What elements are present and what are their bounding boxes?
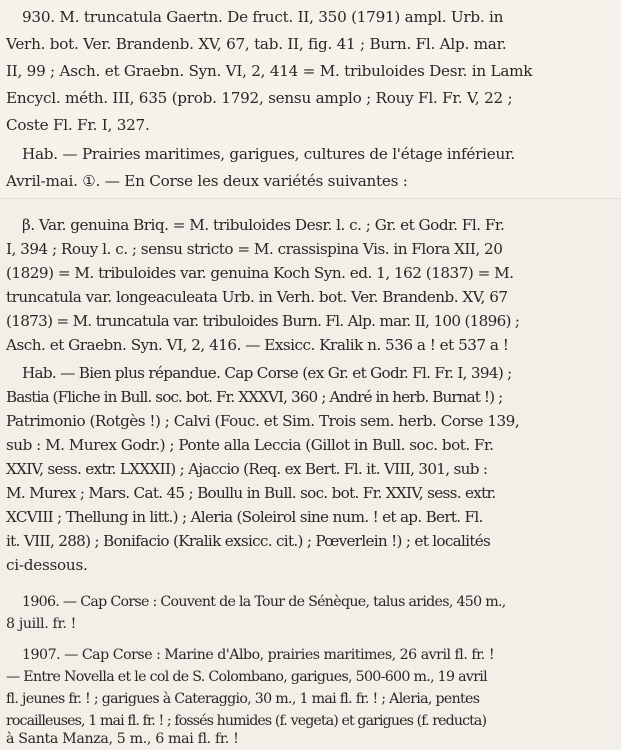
text-line: XCVIII ; Thellung in litt.) ; Aleria (Soleirol sine num. ! et ap. Bert. Fl.: [6, 508, 483, 526]
text-line: 1906. — Cap Corse : Couvent de la Tour de Sénèque, talus arides, 450 m.,: [22, 594, 506, 610]
text-line: Avril-mai. ①. — En Corse les deux variétés suivantes :: [6, 172, 408, 190]
text-line: I, 394 ; Rouy l. c. ; sensu stricto = M. crassispina Vis. in Flora XII, 20: [6, 240, 503, 258]
text-line: à Santa Manza, 5 m., 6 mai fl. fr. !: [6, 731, 239, 747]
text-line: fl. jeunes fr. ! ; garigues à Cateraggio, 30 m., 1 mai fl. fr. ! ; Aleria, pentes: [6, 691, 480, 707]
text-line: ci-dessous.: [6, 556, 88, 574]
text-line: Verh. bot. Ver. Brandenb. XV, 67, tab. II, fig. 41 ; Burn. Fl. Alp. mar.: [6, 35, 507, 53]
text-line: 930. M. truncatula Gaertn. De fruct. II, 350 (1791) ampl. Urb. in: [22, 8, 504, 26]
text-line: (1829) = M. tribuloides var. genuina Koch Syn. ed. 1, 162 (1837) = M.: [6, 264, 514, 282]
text-line: 8 juill. fr. !: [6, 616, 76, 632]
text-line: Coste Fl. Fr. I, 327.: [6, 116, 150, 134]
text-line: rocailleuses, 1 mai fl. fr. ! ; fossés humides (f. vegeta) et garigues (f. reducta): [6, 713, 487, 729]
text-line: Hab. — Bien plus répandue. Cap Corse (ex Gr. et Godr. Fl. Fr. I, 394) ;: [22, 364, 512, 382]
text-line: sub : M. Murex Godr.) ; Ponte alla Leccia (Gillot in Bull. soc. bot. Fr.: [6, 436, 494, 454]
text-line: M. Murex ; Mars. Cat. 45 ; Boullu in Bull. soc. bot. Fr. XXIV, sess. extr.: [6, 484, 496, 502]
text-line: — Entre Novella et le col de S. Colombano, garigues, 500-600 m., 19 avril: [6, 669, 487, 685]
text-line: truncatula var. longeaculeata Urb. in Verh. bot. Ver. Brandenb. XV, 67: [6, 288, 508, 306]
text-line: XXIV, sess. extr. LXXXII) ; Ajaccio (Req. ex Bert. Fl. it. VIII, 301, sub :: [6, 460, 488, 478]
text-line: Asch. et Graebn. Syn. VI, 2, 416. — Exsicc. Kralik n. 536 a ! et 537 a !: [6, 336, 509, 354]
text-line: Patrimonio (Rotgès !) ; Calvi (Fouc. et Sim. Trois sem. herb. Corse 139,: [6, 412, 520, 430]
text-line: II, 99 ; Asch. et Graebn. Syn. VI, 2, 414 = M. tribuloides Desr. in Lamk: [6, 62, 533, 80]
text-line: β. Var. genuina Briq. = M. tribuloides Desr. l. c. ; Gr. et Godr. Fl. Fr.: [22, 216, 505, 234]
text-line: 1907. — Cap Corse : Marine d'Albo, prairies maritimes, 26 avril fl. fr. !: [22, 647, 495, 663]
text-line: Hab. — Prairies maritimes, garigues, cultures de l'étage inférieur.: [22, 145, 515, 163]
text-line: Bastia (Fliche in Bull. soc. bot. Fr. XXXVI, 360 ; André in herb. Burnat !) ;: [6, 388, 503, 406]
text-line: (1873) = M. truncatula var. tribuloides Burn. Fl. Alp. mar. II, 100 (1896) ;: [6, 312, 520, 330]
text-line: Encycl. méth. III, 635 (prob. 1792, sensu amplo ; Rouy Fl. Fr. V, 22 ;: [6, 89, 513, 107]
text-line: it. VIII, 288) ; Bonifacio (Kralik exsicc. cit.) ; Pœverlein !) ; et localités: [6, 532, 491, 550]
